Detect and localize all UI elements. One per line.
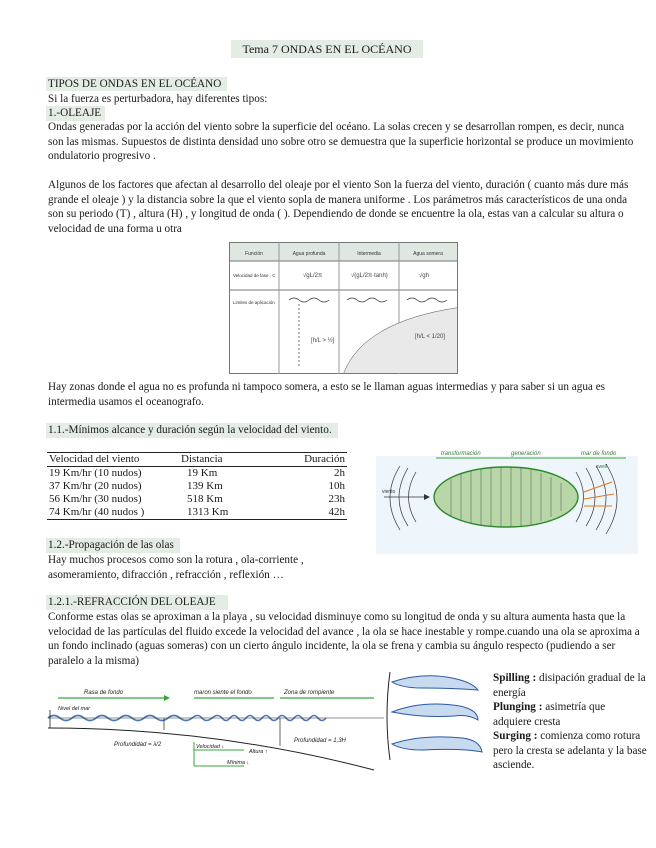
depth-table-row2-label: Limites de aplicación <box>233 300 275 305</box>
paragraph-oleaje-definition: Ondas generadas por la acción del viento sobre la superficie del océano. La solas crecen y se desarrollan rompen, es decir, nunca son las mismas. Supuestos de distinta densidad uno sobre otro se demuestra que la superficie horizontal se produce un movimiento ondulatorio progresivo . <box>48 121 634 162</box>
breaker-spilling <box>493 671 653 700</box>
fetch-label-transformacion: transformación <box>441 451 481 457</box>
oleaje-heading: 1.-OLEAJE <box>46 106 105 121</box>
wind-table <box>47 452 347 520</box>
paragraph-refraction: Conforme estas olas se aproximan a la playa , su velocidad disminuye como su longitud de onda y su altura aumenta hasta que la velocidad de las partículas del fluido excede la velocidad del avance , la ola se hace inestable y rompe.cuando una ola se aproxima a un fondo inclinado (aguas someras) con un cierto ángulo incidente, la ola se frena y cambia su ángulo respecto (pudiendo a ser paralelo a la misma) <box>48 611 640 667</box>
depth-table-header-3: Agua somera <box>413 251 443 257</box>
table-row: 37 Km/hr (20 nudos) 139 Km 10h <box>49 480 345 492</box>
paragraph-propagation-processes: Hay muchos procesos como son la rotura , ola-corriente , asomeramiento, difracción , refracción , reflexión … <box>48 554 304 581</box>
svg-text:√(gL/2π·tanh): √(gL/2π·tanh) <box>351 273 388 279</box>
breaker-surging <box>493 729 655 773</box>
beach-label-minima: Mínima ↓ <box>227 760 250 766</box>
wind-fetch-sketch <box>376 444 638 554</box>
beach-label-maron: maron siente el fondo <box>194 690 252 696</box>
depth-table-row1-label: Velocidad de fase , C <box>233 273 276 278</box>
depth-table-header-1: Agua profunda <box>292 251 326 257</box>
breaker-surging-desc: comienza como rotura pero la cresta se adelanta y la base asciende. <box>493 730 647 771</box>
beach-profile-sketch <box>44 684 389 776</box>
wind-table-container <box>47 452 347 520</box>
svg-text:[h/L > ½]: [h/L > ½] <box>311 338 335 344</box>
wave-depth-table-image <box>229 242 458 374</box>
paragraph-factors: Algunos de los factores que afectan al desarrollo del oleaje por el viento Son la fuerza del viento, duración ( cuanto más dure más grande el oleaje ) y la distancia sobre la que el viento sopla de manera uniforme . Los parámetros más característicos de una onda son su periodo (T) , altura (H) , y longitud de onda ( ). Dependiendo de donde se encuentre la ola, estas van a calcular su altura o velocidad de una forma u otra <box>48 179 629 235</box>
heading-min-fetch-duration: 1.1.-Mínimos alcance y duración según la velocidad del viento. <box>46 423 338 438</box>
beach-label-profundidad-h: Profundidad = 1,3H <box>294 738 346 744</box>
beach-label-rasa: Rasa de fondo <box>84 690 124 696</box>
breaker-types-sketch <box>382 668 494 764</box>
fetch-label-swell: swell <box>596 464 608 470</box>
wind-table-header: Duración <box>269 453 347 467</box>
wind-table-header: Distancia <box>179 453 269 467</box>
page-title: Tema 7 ONDAS EN EL OCÉANO <box>231 40 423 58</box>
heading-refraction: 1.2.1.-REFRACCIÓN DEL OLEAJE <box>46 595 228 610</box>
fetch-label-generacion: generación <box>511 451 541 457</box>
table-row: 74 Km/hr (40 nudos ) 1313 Km 42h <box>49 506 345 518</box>
breaker-spilling-term: Spilling : <box>493 672 537 684</box>
beach-label-altura: Altura ↑ <box>249 749 268 755</box>
depth-table-header-0: Función <box>245 251 263 257</box>
breaker-plunging <box>493 700 643 729</box>
table-row: 56 Km/hr (30 nudos) 518 Km 23h <box>49 493 345 505</box>
intro-text: Si la fuerza es perturbadora, hay diferentes tipos: <box>48 93 268 105</box>
breaker-plunging-desc: asimetría que adquiere cresta <box>493 701 606 728</box>
fetch-label-mar-de-fondo: mar de fondo <box>581 451 617 457</box>
wind-table-header: Velocidad del viento <box>47 453 179 467</box>
svg-text:√gh: √gh <box>419 273 429 279</box>
svg-text:[h/L < 1/20]: [h/L < 1/20] <box>415 334 445 340</box>
fetch-label-viento: viento <box>382 489 396 495</box>
beach-label-velocidad: Velocidad ↓ <box>196 744 225 750</box>
breaker-spilling-desc: disipación gradual de la energía <box>493 672 646 699</box>
paragraph-intermediate-waters: Hay zonas donde el agua no es profunda ni tampoco somera, a esto se le llaman aguas intermedias y para saber si un agua es intermedia usamos el oceanografo. <box>48 381 606 408</box>
heading-propagation: 1.2.-Propagación de las olas <box>46 538 180 553</box>
depth-table-header-2: Intermedia <box>357 251 381 257</box>
breaker-plunging-term: Plunging : <box>493 701 543 713</box>
table-row: 19 Km/hr (10 nudos) 19 Km 2h <box>49 467 345 479</box>
beach-label-rompiente: Zona de rompiente <box>284 690 335 696</box>
svg-text:√gL/2π: √gL/2π <box>303 273 323 279</box>
breaker-surging-term: Surging : <box>493 730 538 742</box>
beach-label-profundidad-lambda: Profundidad = λ/2 <box>114 742 162 748</box>
beach-label-nivel: Nivel del mar <box>58 706 91 712</box>
section-heading-types: TIPOS DE ONDAS EN EL OCÉANO <box>46 77 227 91</box>
